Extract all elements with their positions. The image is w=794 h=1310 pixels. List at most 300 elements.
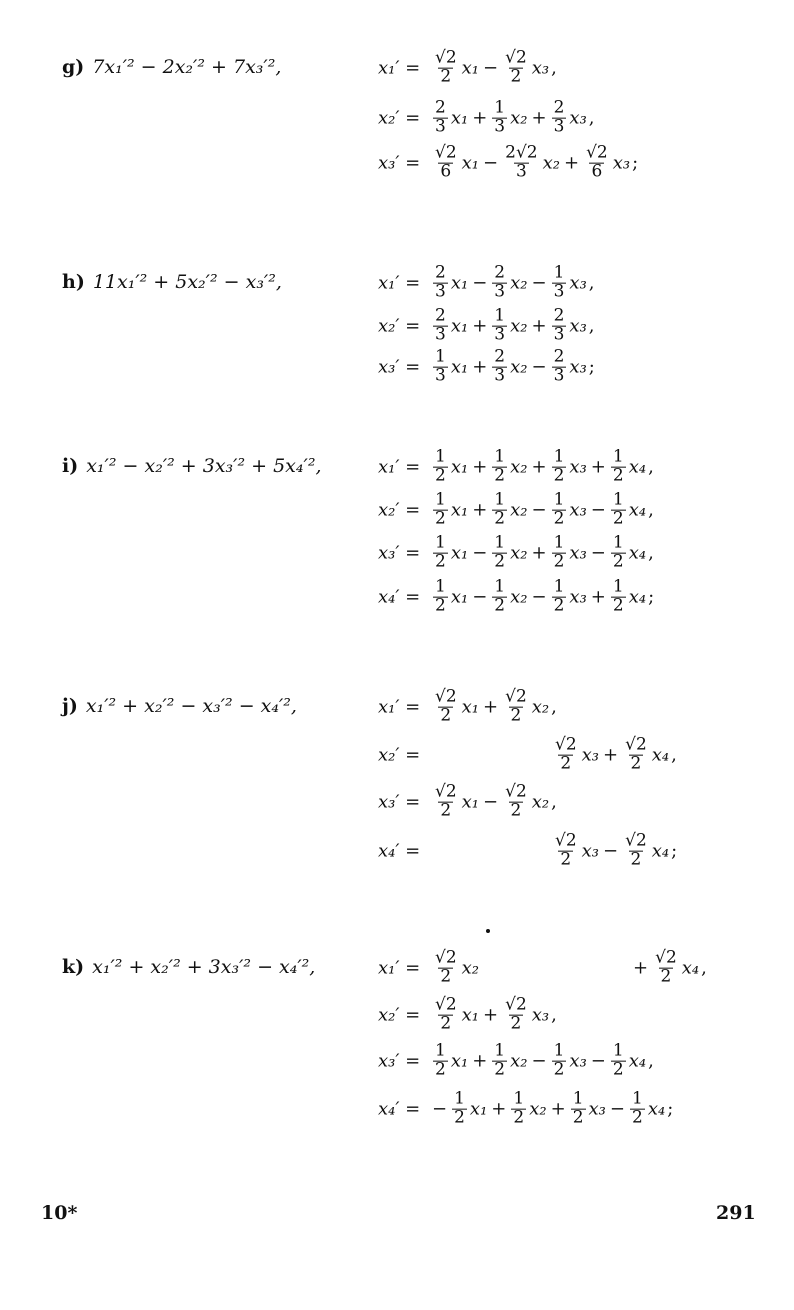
fraction — [433, 446, 448, 486]
fraction-numerator: 1 — [435, 489, 446, 510]
variable: x₃ — [569, 499, 587, 521]
fraction — [611, 1040, 626, 1080]
equation-term — [589, 532, 648, 572]
fraction — [492, 532, 507, 572]
sign: + — [531, 107, 547, 129]
fraction-denominator: 2 — [631, 1107, 643, 1128]
equation-term — [589, 446, 648, 486]
equation-term — [481, 781, 551, 821]
equation-row — [378, 305, 595, 345]
variable: x₃ — [588, 1098, 606, 1120]
equation-lhs: x₂′ = — [378, 1004, 421, 1026]
equation-lhs: x₄′ = — [378, 840, 421, 862]
fraction-denominator: 3 — [494, 116, 506, 137]
fraction-denominator: 2 — [553, 1059, 565, 1080]
punctuation: ; — [667, 1098, 674, 1120]
fraction-denominator: 2 — [660, 966, 672, 987]
variable: x₃ — [569, 456, 587, 478]
fraction-numerator: 1 — [494, 489, 506, 510]
sign: + — [483, 1004, 499, 1026]
variable: x₃ — [581, 840, 600, 862]
equation-term — [430, 142, 481, 182]
fraction-denominator: 3 — [494, 324, 506, 345]
equation-term — [430, 305, 470, 345]
equation-term — [430, 346, 470, 386]
variable: x₂ — [510, 315, 528, 337]
variable: x₂ — [510, 356, 528, 378]
fraction-denominator: 6 — [440, 161, 452, 182]
fraction — [433, 781, 459, 821]
fraction-denominator: 2 — [612, 595, 624, 616]
sign: − — [590, 499, 606, 521]
equation-row — [378, 830, 678, 870]
punctuation: , — [648, 456, 654, 478]
fraction-denominator: 3 — [435, 365, 446, 386]
fraction-numerator: 1 — [612, 576, 624, 597]
fraction — [433, 576, 448, 616]
variable: x₂ — [510, 1050, 528, 1072]
form-expression: 11x₁′² + 5x₂′² − x₃′², — [92, 271, 282, 293]
form-expression: x₁′² + x₂′² − x₃′² − x₄′², — [85, 695, 297, 717]
fraction-numerator: 1 — [494, 97, 506, 118]
fraction — [503, 994, 529, 1034]
fraction — [433, 346, 448, 386]
fraction — [503, 142, 539, 182]
fraction-denominator: 2 — [435, 595, 446, 616]
fraction-denominator: 2 — [440, 705, 452, 726]
equation-row — [378, 47, 557, 87]
equation-lhs: x₂′ = — [378, 107, 421, 129]
sign: + — [531, 456, 547, 478]
fraction-numerator: √2 — [555, 830, 577, 851]
fraction — [611, 532, 626, 572]
punctuation: ; — [671, 840, 678, 862]
equation-row — [378, 489, 654, 529]
fraction-numerator: 2√2 — [505, 142, 538, 163]
fraction-denominator: 2 — [440, 800, 452, 821]
equation-term — [430, 947, 481, 987]
equation-term — [530, 532, 589, 572]
fraction — [433, 532, 448, 572]
variable: x₂ — [510, 499, 528, 521]
sign: − — [603, 840, 619, 862]
equation-term — [470, 489, 529, 529]
fraction-numerator: 2 — [494, 262, 506, 283]
fraction — [433, 262, 448, 302]
form-expression: x₁′² − x₂′² + 3x₃′² + 5x₄′², — [86, 455, 322, 477]
equation-term — [481, 686, 551, 726]
punctuation: , — [648, 499, 654, 521]
fraction-numerator: 1 — [612, 532, 624, 553]
equation-lhs: x₁′ = — [378, 957, 421, 979]
variable: x₄ — [628, 1050, 647, 1072]
signature-mark: 10* — [41, 1202, 78, 1224]
fraction-numerator: √2 — [435, 994, 457, 1015]
equation-term — [589, 1040, 648, 1080]
form-expression: 7x₁′² − 2x₂′² + 7x₃′², — [92, 56, 282, 78]
fraction — [552, 576, 567, 616]
fraction-numerator: 1 — [494, 532, 506, 553]
equation-lhs: x₁′ = — [378, 57, 421, 79]
sign: − — [483, 57, 499, 79]
fraction — [433, 47, 459, 87]
variable: x₃ — [569, 542, 587, 564]
fraction — [552, 262, 567, 302]
fraction-denominator: 2 — [513, 1107, 525, 1128]
fraction-denominator: 2 — [440, 966, 452, 987]
fraction-denominator: 2 — [553, 551, 565, 572]
equation-term — [430, 686, 481, 726]
equation-term — [530, 489, 589, 529]
equation-term — [430, 576, 470, 616]
fraction — [552, 346, 567, 386]
equation-lhs: x₁′ = — [378, 456, 421, 478]
fraction — [611, 489, 626, 529]
equation-term — [430, 262, 470, 302]
fraction-numerator: 1 — [435, 446, 446, 467]
fraction-numerator: 1 — [553, 532, 565, 553]
sign: + — [531, 315, 547, 337]
variable: x₃ — [569, 356, 587, 378]
variable: x₁ — [450, 315, 469, 337]
fraction — [433, 97, 448, 137]
sign: − — [590, 1050, 606, 1072]
fraction — [552, 532, 567, 572]
fraction-denominator: 2 — [494, 465, 506, 486]
variable: x₁ — [461, 152, 480, 174]
fraction-numerator: 2 — [553, 305, 565, 326]
problem-label: k) — [62, 956, 85, 978]
form-expression: x₁′² + x₂′² + 3x₃′² − x₄′², — [92, 956, 316, 978]
equation-row — [378, 1040, 654, 1080]
fraction-numerator: 1 — [553, 1040, 565, 1061]
equation-term — [589, 576, 648, 616]
fraction — [623, 734, 649, 774]
fraction-numerator: 2 — [553, 346, 565, 367]
fraction — [553, 734, 579, 774]
fraction-numerator: 1 — [612, 446, 624, 467]
variable: x₁ — [450, 107, 469, 129]
fraction — [433, 686, 459, 726]
variable: x₁ — [450, 272, 469, 294]
equation-term — [530, 97, 589, 137]
fraction-denominator: 3 — [494, 365, 506, 386]
variable: x₃ — [569, 1050, 587, 1072]
variable: x₂ — [531, 791, 550, 813]
fraction-numerator: √2 — [435, 781, 457, 802]
equation-term — [550, 830, 601, 870]
fraction — [492, 262, 507, 302]
equation-lhs: x₁′ = — [378, 272, 421, 294]
fraction — [492, 576, 507, 616]
variable: x₄ — [628, 456, 647, 478]
equation-lhs: x₁′ = — [378, 696, 421, 718]
fraction — [492, 97, 507, 137]
sign: + — [483, 696, 499, 718]
equation-row — [378, 1088, 674, 1128]
equation-term — [530, 1040, 589, 1080]
fraction-numerator: √2 — [505, 781, 527, 802]
fraction — [571, 1088, 586, 1128]
equation-row — [378, 734, 677, 774]
variable: x₃ — [569, 107, 587, 129]
variable: x₃ — [581, 744, 600, 766]
fraction-numerator: 1 — [553, 262, 565, 283]
equation-term — [430, 1040, 470, 1080]
sign: − — [472, 542, 488, 564]
equation-term — [631, 947, 701, 987]
variable: x₂ — [510, 586, 528, 608]
variable: x₃ — [531, 57, 550, 79]
equation-term — [530, 305, 589, 345]
variable: x₂ — [510, 542, 528, 564]
equation-lhs: x₃′ = — [378, 152, 421, 174]
fraction-numerator: √2 — [435, 47, 457, 68]
fraction-numerator: √2 — [505, 686, 527, 707]
fraction — [433, 994, 459, 1034]
equation-row — [378, 576, 655, 616]
fraction — [552, 97, 567, 137]
fraction-denominator: 2 — [612, 465, 624, 486]
fraction-denominator: 2 — [494, 595, 506, 616]
fraction — [553, 830, 579, 870]
fraction-denominator: 2 — [494, 1059, 506, 1080]
fraction-denominator: 2 — [560, 753, 572, 774]
punctuation: , — [671, 744, 677, 766]
equation-term — [481, 47, 551, 87]
equation-term — [470, 576, 529, 616]
equation-row — [378, 532, 654, 572]
fraction-denominator: 3 — [553, 365, 565, 386]
fraction — [433, 142, 459, 182]
fraction — [433, 947, 459, 987]
equation-lhs: x₄′ = — [378, 586, 421, 608]
sign: − — [531, 1050, 547, 1072]
sign: + — [472, 456, 488, 478]
fraction — [492, 446, 507, 486]
variable: x₁ — [461, 57, 480, 79]
punctuation: , — [551, 57, 557, 79]
sign: − — [483, 791, 499, 813]
fraction — [630, 1088, 645, 1128]
fraction — [584, 142, 610, 182]
equation-row — [378, 994, 557, 1034]
sign: − — [531, 586, 547, 608]
fraction-numerator: 1 — [612, 1040, 624, 1061]
fraction-denominator: 3 — [435, 324, 446, 345]
fraction-denominator: 2 — [630, 849, 642, 870]
equation-term — [589, 489, 648, 529]
fraction-numerator: 1 — [631, 1088, 643, 1109]
equation-term — [470, 446, 529, 486]
fraction-numerator: 1 — [612, 489, 624, 510]
fraction-denominator: 2 — [553, 508, 565, 529]
fraction-denominator: 2 — [553, 465, 565, 486]
punctuation: ; — [632, 152, 639, 174]
fraction-numerator: 1 — [494, 446, 506, 467]
fraction-numerator: 1 — [553, 489, 565, 510]
fraction-denominator: 2 — [440, 66, 452, 87]
variable: x₁ — [450, 1050, 469, 1072]
fraction — [552, 1040, 567, 1080]
fraction-numerator: 1 — [494, 1040, 506, 1061]
fraction-numerator: 1 — [435, 1040, 446, 1061]
fraction-numerator: 1 — [494, 576, 506, 597]
equation-term — [470, 97, 529, 137]
fraction — [552, 305, 567, 345]
equation-lhs: x₃′ = — [378, 791, 421, 813]
sign: + — [472, 315, 488, 337]
sign: − — [531, 272, 547, 294]
variable: x₁ — [450, 542, 469, 564]
fraction-numerator: √2 — [435, 686, 457, 707]
fraction-denominator: 2 — [560, 849, 572, 870]
sign: − — [483, 152, 499, 174]
fraction-numerator: √2 — [435, 947, 457, 968]
variable: x₁ — [450, 499, 469, 521]
fraction-denominator: 2 — [510, 1013, 522, 1034]
equation-term — [430, 1088, 489, 1128]
sign: − — [590, 542, 606, 564]
sign: − — [609, 1098, 625, 1120]
equation-term — [430, 47, 481, 87]
punctuation: , — [648, 542, 654, 564]
equation-lhs: x₃′ = — [378, 356, 421, 378]
fraction — [492, 346, 507, 386]
punctuation: ; — [648, 586, 655, 608]
equation-term — [470, 1040, 529, 1080]
equation-row — [378, 97, 595, 137]
fraction — [492, 1040, 507, 1080]
fraction-numerator: √2 — [625, 734, 647, 755]
equation-row — [378, 446, 654, 486]
fraction-numerator: 1 — [454, 1088, 465, 1109]
fraction — [452, 1088, 467, 1128]
variable: x₂ — [510, 107, 528, 129]
fraction-denominator: 2 — [630, 753, 642, 774]
fraction-numerator: √2 — [586, 142, 608, 163]
fraction — [552, 446, 567, 486]
problem-label: h) — [62, 271, 85, 293]
fraction-numerator: √2 — [435, 142, 457, 163]
quadratic-form — [62, 695, 297, 717]
sign: + — [633, 957, 649, 979]
equation-term — [530, 346, 589, 386]
fraction-denominator: 2 — [612, 508, 624, 529]
page-number: 291 — [716, 1202, 756, 1224]
sign: + — [472, 107, 488, 129]
sign: + — [603, 744, 619, 766]
equation-term — [470, 532, 529, 572]
fraction-numerator: 1 — [435, 346, 446, 367]
fraction-numerator: 2 — [553, 97, 565, 118]
variable: x₂ — [529, 1098, 547, 1120]
fraction-denominator: 2 — [494, 508, 506, 529]
fraction-denominator: 2 — [494, 551, 506, 572]
fraction-numerator: 2 — [494, 346, 506, 367]
fraction-denominator: 3 — [515, 161, 527, 182]
fraction-numerator: 2 — [435, 97, 446, 118]
equation-term — [481, 994, 551, 1034]
equation-term — [530, 576, 589, 616]
variable: x₁ — [469, 1098, 488, 1120]
variable: x₃ — [569, 586, 587, 608]
variable: x₂ — [531, 696, 550, 718]
quadratic-form — [62, 956, 315, 978]
fraction-numerator: 1 — [435, 576, 446, 597]
equation-lhs: x₃′ = — [378, 542, 421, 564]
sign: + — [472, 356, 488, 378]
punctuation: , — [701, 957, 707, 979]
fraction-numerator: 1 — [553, 576, 565, 597]
fraction-numerator: 1 — [494, 305, 506, 326]
fraction — [653, 947, 679, 987]
equation-row — [378, 142, 639, 182]
fraction-denominator: 2 — [510, 800, 522, 821]
equation-term — [530, 446, 589, 486]
equation-term — [530, 262, 589, 302]
sign: + — [590, 456, 606, 478]
sign: − — [472, 272, 488, 294]
variable: x₁ — [450, 586, 469, 608]
problem-label: j) — [62, 695, 78, 717]
variable: x₄ — [651, 744, 670, 766]
equation-term — [430, 994, 481, 1034]
sign: − — [432, 1098, 448, 1120]
fraction-numerator: 1 — [572, 1088, 584, 1109]
sign: − — [531, 499, 547, 521]
sign: − — [472, 586, 488, 608]
fraction — [503, 686, 529, 726]
quadratic-form — [62, 271, 282, 293]
equation-lhs: x₂′ = — [378, 315, 421, 337]
fraction — [433, 1040, 448, 1080]
fraction-numerator: √2 — [655, 947, 677, 968]
fraction-denominator: 2 — [435, 551, 446, 572]
fraction — [611, 576, 626, 616]
punctuation: ; — [588, 356, 595, 378]
equation-term — [549, 1088, 608, 1128]
variable: x₃ — [531, 1004, 550, 1026]
fraction — [503, 47, 529, 87]
fraction — [552, 489, 567, 529]
fraction-denominator: 2 — [612, 551, 624, 572]
equation-term — [430, 446, 470, 486]
variable: x₂ — [510, 272, 528, 294]
fraction-denominator: 2 — [553, 595, 565, 616]
punctuation: , — [588, 315, 595, 337]
variable: x₂ — [461, 957, 480, 979]
fraction-denominator: 3 — [494, 281, 506, 302]
fraction — [492, 305, 507, 345]
fraction-denominator: 2 — [612, 1059, 624, 1080]
equation-term — [489, 1088, 548, 1128]
fraction-numerator: √2 — [505, 47, 527, 68]
variable: x₃ — [612, 152, 631, 174]
fraction-numerator: √2 — [505, 994, 527, 1015]
variable: x₄ — [651, 840, 670, 862]
equation-term — [430, 781, 481, 821]
fraction-denominator: 2 — [435, 508, 446, 529]
sign: + — [563, 152, 580, 174]
equation-lhs: x₄′ = — [378, 1098, 421, 1120]
equation-row — [378, 781, 557, 821]
fraction-denominator: 2 — [510, 66, 522, 87]
sign: + — [472, 499, 488, 521]
problem-label: g) — [62, 56, 85, 78]
variable: x₂ — [510, 456, 528, 478]
sign: − — [531, 356, 547, 378]
